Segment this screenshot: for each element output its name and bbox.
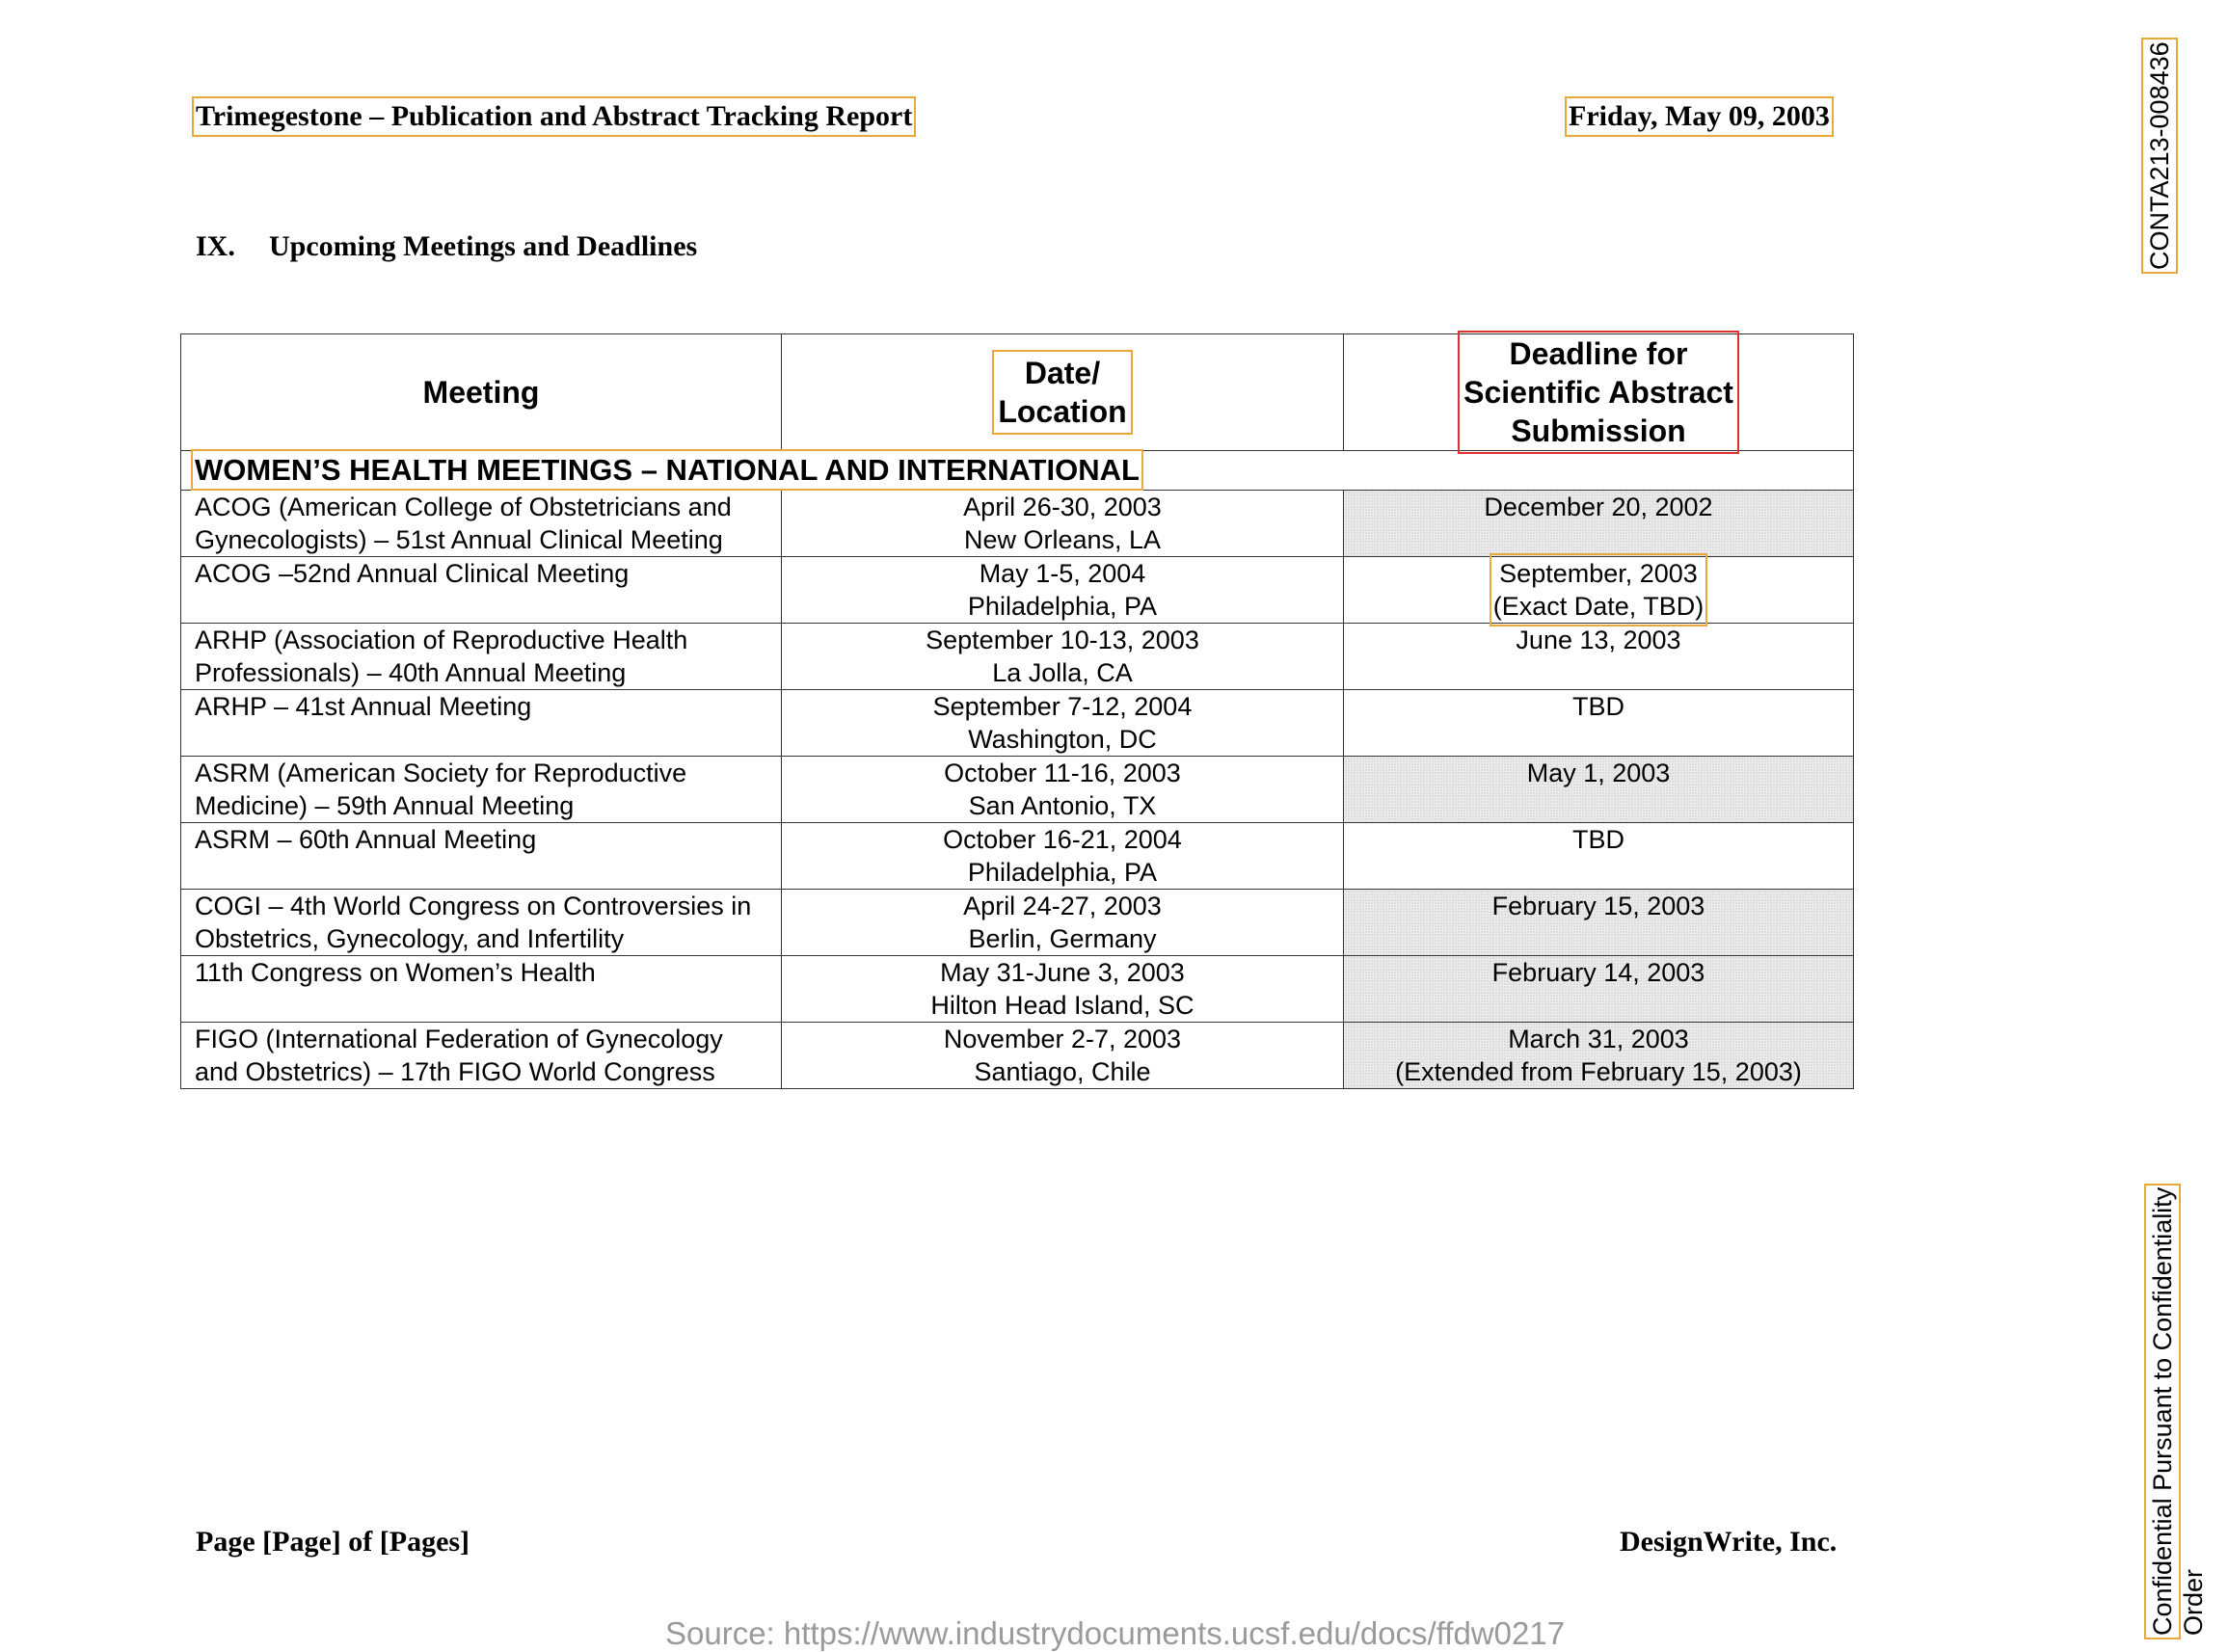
header-date-line: Date/ <box>1024 356 1101 390</box>
meeting-name-line: 11th Congress on Women’s Health <box>195 958 596 987</box>
section-title: Upcoming Meetings and Deadlines <box>269 230 698 262</box>
document-id-label: CONTA213-008436 <box>2145 41 2174 270</box>
meeting-cell <box>181 557 782 624</box>
meeting-location: New Orleans, LA <box>963 525 1162 554</box>
deadline-cell <box>1344 757 1854 823</box>
deadline-value <box>1395 1023 1802 1088</box>
meeting-date: April 26-30, 2003 <box>963 493 1162 521</box>
meeting-date: October 16-21, 2004 <box>943 825 1182 854</box>
header-deadline-line-2: Scientific Abstract <box>1463 375 1733 410</box>
table-row <box>181 757 1854 823</box>
report-date: Friday, May 09, 2003 <box>1569 100 1830 132</box>
meeting-cell <box>181 956 782 1023</box>
deadline-line: (Extended from February 15, 2003) <box>1395 1057 1802 1086</box>
meeting-name-line: ASRM – 60th Annual Meeting <box>195 825 537 854</box>
deadline-value <box>1572 690 1624 723</box>
meeting-date: September 7-12, 2004 <box>932 692 1193 721</box>
date-location-cell <box>782 557 1344 624</box>
header-date-location-label <box>996 354 1128 431</box>
meeting-name-line: FIGO (International Federation of Gynecology <box>195 1025 723 1053</box>
deadline-line: June 13, 2003 <box>1516 626 1681 654</box>
table-row <box>181 956 1854 1023</box>
meeting-location: La Jolla, CA <box>992 658 1133 687</box>
table-row <box>181 823 1854 890</box>
meeting-location: San Antonio, TX <box>968 791 1157 820</box>
meeting-date: November 2-7, 2003 <box>943 1025 1182 1053</box>
meeting-date: September 10-13, 2003 <box>926 626 1199 654</box>
deadline-line: March 31, 2003 <box>1508 1025 1689 1053</box>
deadline-value <box>1516 624 1680 656</box>
category-cell <box>181 451 1854 491</box>
meeting-name-line: Medicine) – 59th Annual Meeting <box>195 791 575 820</box>
deadline-value <box>1492 956 1705 989</box>
deadline-value <box>1484 491 1712 523</box>
confidentiality-line-1: Confidential Pursuant to Confidentiality <box>2148 1186 2177 1636</box>
deadline-cell <box>1344 890 1854 956</box>
meeting-location: Berlin, Germany <box>968 924 1157 953</box>
meeting-cell <box>181 823 782 890</box>
deadline-cell <box>1344 557 1854 624</box>
date-location-cell <box>782 624 1344 690</box>
meeting-cell <box>181 624 782 690</box>
deadline-line: TBD <box>1572 692 1624 721</box>
table-row <box>181 624 1854 690</box>
meeting-date: May 31-June 3, 2003 <box>940 958 1185 987</box>
date-location-cell <box>782 690 1344 757</box>
header-location-line: Location <box>998 394 1127 429</box>
deadline-cell <box>1344 823 1854 890</box>
meetings-table <box>180 333 1854 1089</box>
deadline-cell <box>1344 956 1854 1023</box>
deadline-cell <box>1344 624 1854 690</box>
footer-company: DesignWrite, Inc. <box>1620 1526 1838 1558</box>
table-row <box>181 491 1854 557</box>
document-id <box>2145 19 2174 270</box>
meeting-cell <box>181 890 782 956</box>
date-location-cell <box>782 956 1344 1023</box>
meeting-name-line: COGI – 4th World Congress on Controversies in <box>195 892 752 920</box>
deadline-value <box>1492 890 1705 922</box>
deadline-cell <box>1344 491 1854 557</box>
meeting-name-line: Gynecologists) – 51st Annual Clinical Meeting <box>195 525 723 554</box>
deadline-value <box>1572 823 1624 856</box>
meeting-name-line: ARHP – 41st Annual Meeting <box>195 692 532 721</box>
table-row <box>181 1023 1854 1089</box>
header-deadline-line-3: Submission <box>1511 413 1686 448</box>
deadline-cell <box>1344 1023 1854 1089</box>
meeting-location: Santiago, Chile <box>974 1057 1151 1086</box>
table-header-row <box>181 334 1854 451</box>
date-location-cell <box>782 491 1344 557</box>
source-line: Source: https://www.industrydocuments.ucsf.edu/docs/ffdw0217 <box>665 1615 1566 1651</box>
meeting-name-line: ASRM (American Society for Reproductive <box>195 759 687 787</box>
deadline-value <box>1527 757 1671 789</box>
meeting-location: Washington, DC <box>968 725 1157 754</box>
meeting-cell <box>181 690 782 757</box>
deadline-line: December 20, 2002 <box>1484 493 1713 521</box>
date-location-cell <box>782 1023 1344 1089</box>
header-deadline-label <box>1462 334 1735 450</box>
date-location-cell <box>782 757 1344 823</box>
meeting-name-line: ARHP (Association of Reproductive Health <box>195 626 688 654</box>
meeting-name-line: Obstetrics, Gynecology, and Infertility <box>195 924 625 953</box>
table-row <box>181 557 1854 624</box>
footer-page-number: Page [Page] of [Pages] <box>196 1526 470 1558</box>
deadline-cell <box>1344 690 1854 757</box>
confidentiality-line-2: Order <box>2179 1568 2208 1636</box>
meeting-cell <box>181 491 782 557</box>
header-deadline <box>1344 334 1854 451</box>
section-number: IX. <box>196 230 235 262</box>
section-heading <box>196 230 697 263</box>
table-row <box>181 690 1854 757</box>
meeting-name-line: ACOG (American College of Obstetricians and <box>195 493 732 521</box>
meeting-location: Philadelphia, PA <box>967 592 1158 621</box>
meeting-cell <box>181 757 782 823</box>
meeting-cell <box>181 1023 782 1089</box>
header-meeting: Meeting <box>181 334 782 451</box>
meeting-name-line: ACOG –52nd Annual Clinical Meeting <box>195 559 630 588</box>
deadline-line: February 14, 2003 <box>1491 958 1705 987</box>
category-row <box>181 451 1854 491</box>
date-location-cell <box>782 890 1344 956</box>
deadline-line: February 15, 2003 <box>1491 892 1705 920</box>
deadline-value <box>1493 557 1705 623</box>
meeting-location: Hilton Head Island, SC <box>930 991 1195 1020</box>
deadline-line: May 1, 2003 <box>1526 759 1671 787</box>
report-title: Trimegestone – Publication and Abstract Tracking Report <box>196 100 913 132</box>
deadline-line: September, 2003 <box>1499 559 1698 588</box>
meeting-name-line: and Obstetrics) – 17th FIGO World Congress <box>195 1057 715 1086</box>
category-label: WOMEN’S HEALTH MEETINGS – NATIONAL AND INTERNATIONAL <box>195 453 1140 487</box>
meeting-date: October 11-16, 2003 <box>944 759 1181 787</box>
meeting-date: April 24-27, 2003 <box>963 892 1162 920</box>
confidentiality-notice <box>2147 1134 2209 1636</box>
table-row <box>181 890 1854 956</box>
meeting-location: Philadelphia, PA <box>967 858 1158 887</box>
header-date-location <box>782 334 1344 451</box>
date-location-cell <box>782 823 1344 890</box>
meeting-date: May 1-5, 2004 <box>979 559 1146 588</box>
meeting-name-line: Professionals) – 40th Annual Meeting <box>195 658 627 687</box>
deadline-line: TBD <box>1572 825 1624 854</box>
deadline-line: (Exact Date, TBD) <box>1492 592 1705 621</box>
header-deadline-line-1: Deadline for <box>1509 336 1688 371</box>
